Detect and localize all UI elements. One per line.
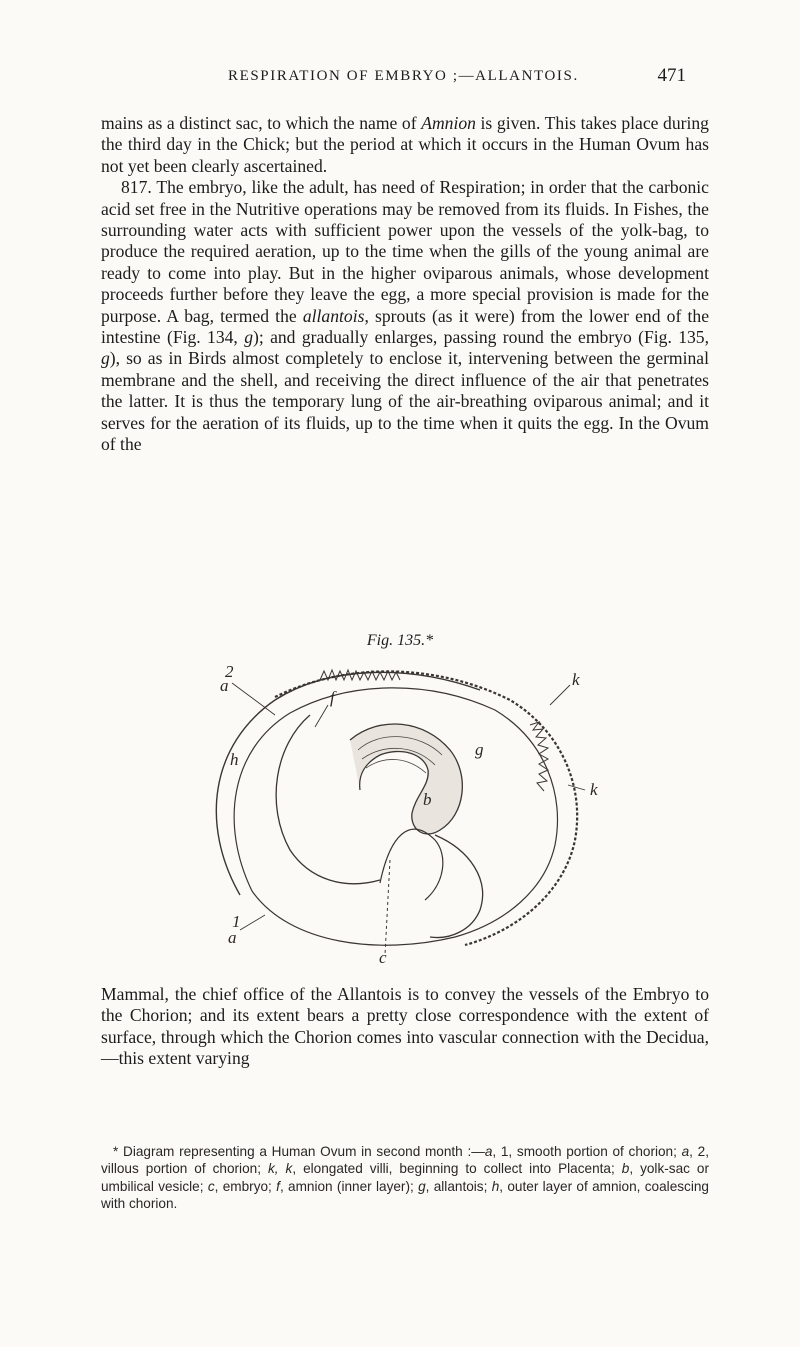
label-k-top: k xyxy=(572,670,580,689)
paragraph-continuation: Mammal, the chief office of the Allantois is to convey the vessels of the Embryo to the Chorion; and its extent bears a pretty close correspondence with the extent of surface, through which the Chorion comes into vascular connection with the Decidua,—this extent varying xyxy=(101,984,709,1069)
label-2: 2 xyxy=(225,662,234,681)
text-run: , 2, villous portion of chorion; xyxy=(101,1144,709,1177)
fig-ref-letter: g xyxy=(244,327,253,348)
fig-letter: a xyxy=(484,1144,493,1159)
paragraph-817 xyxy=(101,177,709,455)
ovum-diagram xyxy=(180,655,640,965)
body-text xyxy=(101,113,709,456)
text-run: , allantois; xyxy=(425,1178,492,1194)
label-a-bottom: a xyxy=(228,928,237,947)
fig-ref-letter: g xyxy=(101,348,110,369)
text-run: , amnion (inner layer); xyxy=(279,1178,419,1194)
allantois xyxy=(430,835,483,938)
text-run: , embryo; xyxy=(214,1178,277,1194)
label-f: f xyxy=(330,688,335,707)
text-run: ); and gradually enlarges, passing round the embryo (Fig. 135, xyxy=(252,327,710,348)
fig-letter: b xyxy=(621,1161,630,1177)
label-h: h xyxy=(230,750,239,769)
leader-c xyxy=(385,860,390,955)
running-head xyxy=(0,65,800,94)
text-run: , 1, smooth portion of chorion; xyxy=(492,1144,682,1159)
villi-fringe xyxy=(320,670,400,680)
text-run: 817. The embryo, like the adult, has need of Respiration; in order that the carbonic acid set free in the Nutritive operations may be removed from its fluids. In Fishes, the surrounding water acts with sufficient power upon the vessels of the yolk-bag, to produce the required aeration, up to the time when the gills of the young animal are ready to come into play. But in the higher oviparous animals, whose development proceeds further before they leave the egg, a more special provision is made for the purpose. A bag, termed the xyxy=(101,177,709,326)
paragraph-opening xyxy=(101,113,709,177)
fig-letter: c xyxy=(207,1178,215,1194)
fig-letter: g xyxy=(418,1178,426,1194)
running-title: RESPIRATION OF EMBRYO ;—ALLANTOIS. xyxy=(228,68,579,84)
figure-caption: Fig. 135.* xyxy=(366,632,434,649)
footnote-marker: * xyxy=(113,1144,119,1159)
label-b: b xyxy=(423,790,432,809)
villi-fringe-right xyxy=(530,722,548,791)
text-run: , yolk-sac or umbilical vesicle; xyxy=(101,1161,709,1194)
fig-letter: a xyxy=(681,1144,690,1159)
text-run: mains as a distinct sac, to which the name of xyxy=(101,113,422,133)
embryo xyxy=(350,724,462,834)
label-g: g xyxy=(475,740,484,759)
label-a-top: a xyxy=(220,676,229,695)
footnote xyxy=(101,1143,709,1212)
yolk-sac xyxy=(380,829,443,900)
text-run: ), so as in Birds almost completely to enclose it, intervening between the germinal membrane and the shell, and receiving the direct influence of the air that penetrates the latter. It is thus the temporary lung of the air-breathing oviparous animal; and it serves for the aeration of its fluids, up to the time when it quits the egg. In the Ovum of the xyxy=(101,348,709,455)
fig-letter: k, k xyxy=(267,1161,293,1177)
text-run: , outer layer of amnion, coalescing with chorion. xyxy=(101,1178,709,1211)
page-number: 471 xyxy=(657,65,686,86)
text-run: , sprouts (as it were) from the lower end of the intestine (Fig. 134, xyxy=(101,305,710,348)
label-k-right: k xyxy=(590,780,598,799)
fig-letter: f xyxy=(276,1178,280,1194)
term-allantois: allantois xyxy=(302,305,365,326)
text-run: is given. This takes place during the third day in the Chick; but the period at which it occurs in the Human Ovum has not yet been clearly ascertained. xyxy=(101,113,709,176)
term-amnion: Amnion xyxy=(421,113,476,133)
text-run: , elongated villi, beginning to collect into Placenta; xyxy=(292,1161,622,1177)
text-run: Diagram representing a Human Ovum in second month :— xyxy=(118,1144,485,1159)
label-c: c xyxy=(379,948,387,965)
label-1: 1 xyxy=(232,912,241,931)
fig-letter: h xyxy=(491,1178,500,1194)
